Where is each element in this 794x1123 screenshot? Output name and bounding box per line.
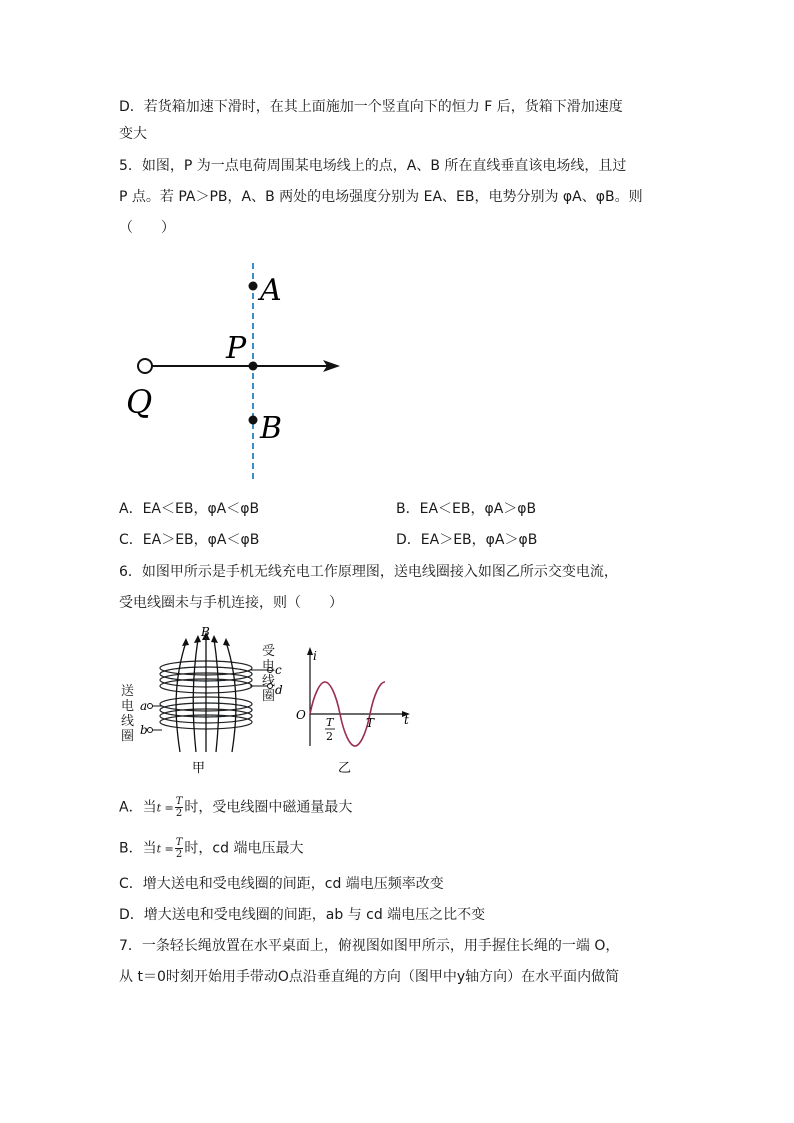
q6-label-origin: O <box>296 708 306 722</box>
q6-label-period: T <box>366 716 375 730</box>
q6-option-b-post: 时，cd 端电压最大 <box>184 840 304 857</box>
q5-stem-line2: P 点。若 PA＞PB，A、B 两处的电场强度分别为 EA、EB，电势分别为 φA、φB。则 <box>119 189 643 205</box>
q6-option-a-frac <box>175 796 184 819</box>
q6-stem-line1: 6．如图甲所示是手机无线充电工作原理图，送电线圈接入如图乙所示交变电流， <box>119 564 618 580</box>
q5-label-b: B <box>260 411 283 446</box>
q5-option-d: D．EA＞EB，φA＞φB <box>396 532 538 548</box>
q6-label-b-terminal: b <box>140 723 148 737</box>
q6-label-half-den: 2 <box>326 730 333 743</box>
q7-stem-line1: 7．一条轻长绳放置在水平桌面上，俯视图如图甲所示，用手握住长绳的一端 O， <box>119 938 620 954</box>
q4-option-d-line2: 变大 <box>119 126 147 142</box>
frac-numerator: T <box>175 796 183 807</box>
q6-caption-yi: 乙 <box>338 761 352 776</box>
q6-option-a-post: 时，受电线圈中磁通量最大 <box>184 799 353 816</box>
q6-option-b-t: t = <box>156 842 174 856</box>
q6-label-c: c <box>275 663 282 677</box>
q5-option-b: B．EA＜EB，φA＞φB <box>396 501 537 517</box>
q6-label-half-num: T <box>326 716 334 729</box>
q6-option-d: D．增大送电和受电线圈的间距，ab 与 cd 端电压之比不变 <box>119 907 486 923</box>
q6-terminal-b <box>148 728 153 733</box>
q5-label-q: Q <box>126 383 153 421</box>
q5-point-p <box>249 362 258 371</box>
q7-stem-line2: 从 t＝0时刻开始用手带动O点沿垂直绳的方向（图甲中y轴方向）在水平面内做简 <box>119 969 620 985</box>
q6-label-field-b: B <box>201 625 210 639</box>
q5-stem-line3: （ ） <box>119 220 175 236</box>
q6-option-a-pre: A．当 <box>119 799 157 816</box>
q6-option-c: C．增大送电和受电线圈的间距，cd 端电压频率改变 <box>119 876 444 892</box>
q5-option-a: A．EA＜EB，φA＜φB <box>119 501 260 517</box>
q5-label-a: A <box>260 273 282 308</box>
q4-option-d-line1: D．若货箱加速下滑时，在其上面施加一个竖直向下的恒力 F 后，货箱下滑加速度 <box>119 99 623 115</box>
frac-denominator: 2 <box>175 849 183 860</box>
q6-caption-jia: 甲 <box>192 761 206 776</box>
frac-numerator: T <box>175 837 183 848</box>
q5-charge-q <box>138 359 152 373</box>
q6-label-t-axis: t <box>404 713 409 727</box>
q5-label-p: P <box>226 331 247 366</box>
q6-option-a <box>119 796 352 819</box>
q6-label-d: d <box>275 683 283 697</box>
q6-option-b <box>119 837 303 860</box>
frac-denominator: 2 <box>175 808 183 819</box>
q6-option-b-pre: B．当 <box>119 840 157 857</box>
q5-option-c: C．EA＞EB，φA＜φB <box>119 532 260 548</box>
q6-terminal-a <box>148 704 153 709</box>
q5-stem-line1: 5．如图，P 为一点电荷周围某电场线上的点，A、B 所在直线垂直该电场线，且过 <box>119 158 627 174</box>
q6-field-lines <box>176 636 236 752</box>
q6-label-i: i <box>313 649 317 663</box>
q6-send-coil-label: 送电线圈 <box>121 684 135 744</box>
q5-point-a <box>249 282 258 291</box>
q6-option-a-t: t = <box>156 801 174 815</box>
q6-figure-yi <box>292 644 422 776</box>
q5-figure <box>118 258 358 488</box>
q6-stem-line2: 受电线圈未与手机连接，则（ ） <box>119 595 343 611</box>
q5-point-b <box>249 416 258 425</box>
q6-recv-coil-label: 受电线圈 <box>262 644 276 704</box>
q6-label-a: a <box>140 699 148 713</box>
q6-option-b-frac <box>175 837 184 860</box>
